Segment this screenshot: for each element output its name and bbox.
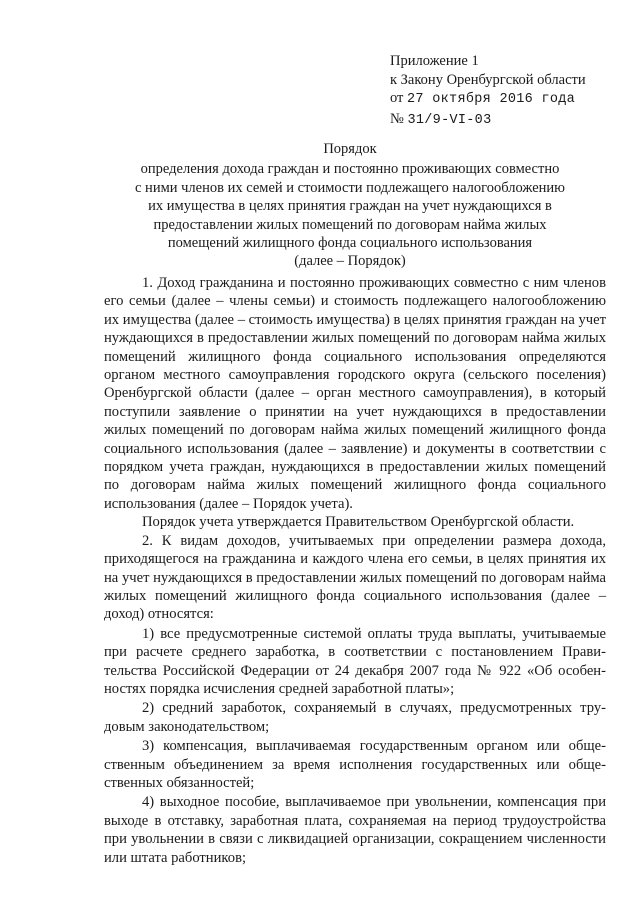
paragraph-1: 1. Доход гражданина и постоянно проживающих совместно с ним членов его семьи (далее – члены семьи) и стоимость подлежащего налогообложению их имущества (далее – стоимость имущества) в целях принятия граждан на учет нуждающихся в предоставлении жилых помещений по договорам найма жилых помещений жилищного фонда социального использования определяются органом местного самоуправления городского округа (сельского поселения) Оренбургской области (далее – орган местного самоуправления), в который поступили заявление о принятии на учет нуждающихся в предоставлении жилых помещений по договорам найма жилых помещений жилищного фонда социального использования (далее – заявление) и документы в соответствии с порядком учета граждан, нуждающихся в предоставлении жилых помещений по договорам найма жилых помещений жилищного фонда социального использования (далее – Порядок учета). bbox=[104, 275, 606, 512]
document-title: Порядок bbox=[323, 141, 377, 157]
law-number: 31/9-VI-03 bbox=[407, 112, 492, 128]
subparagraph-3: 3) компенсация, выплачиваемая государственным органом или общественным объединением за время исполнения государственных или общественных обязанностей; bbox=[104, 738, 606, 791]
subparagraph-2: 2) средний заработок, сохраняемый в случаях, предусмотренных трудовым законодательством; bbox=[104, 700, 606, 735]
appendix-number: Приложение 1 bbox=[390, 53, 479, 69]
subtitle-line: их имущества в целях принятия граждан на учет нуждающихся в bbox=[148, 198, 552, 215]
document-title-block bbox=[95, 140, 605, 271]
appendix-header bbox=[390, 52, 630, 130]
subtitle-line: предоставлении жилых помещений по договорам найма жилых bbox=[153, 216, 547, 233]
subparagraph-1: 1) все предусмотренные системой оплаты труда выплаты, учитываемые при расчете среднего заработка, в соответствии с постановлением Правительства Российской Федерации от 24 декабря 2007 года № 922 «Об особенностях порядка исчисления средней заработной платы»; bbox=[104, 625, 606, 697]
appendix-date: 27 октября 2016 года bbox=[407, 92, 576, 107]
appendix-date-line bbox=[390, 89, 630, 110]
appendix-number-line bbox=[390, 110, 630, 131]
subtitle-line: помещений жилищного фонда социального использования bbox=[167, 235, 533, 252]
paragraph-2: 2. К видам доходов, учитываемых при определении размера дохода, приходящегося на гражданина и каждого члена его семьи, в целях принятия их на учет нуждающихся в предоставлении жилых помещений по договорам найма жилых помещений жилищного фонда социального использования (далее – доход) относятся: bbox=[104, 532, 606, 623]
subtitle-line: с ними членов их семей и стоимости подлежащего налогообложению bbox=[135, 179, 565, 196]
paragraph-order-approval: Порядок учета утверждается Правительством Оренбургской области. bbox=[142, 514, 575, 531]
appendix-law-reference: к Закону Оренбургской области bbox=[390, 71, 586, 88]
subtitle-line: (далее – Порядок) bbox=[294, 253, 406, 270]
subparagraph-4: 4) выходное пособие, выплачиваемое при увольнении, компенсация при выходе в отставку, заработная плата, сохраняемая на период трудоустройства при увольнении в связи с ликвидацией организации, сокращением численности или штата работников; bbox=[104, 794, 606, 866]
subtitle-line: определения дохода граждан и постоянно проживающих совместно bbox=[140, 161, 560, 178]
appendix-number-prefix: № bbox=[390, 110, 408, 127]
appendix-date-prefix: от bbox=[390, 90, 408, 106]
document-body bbox=[104, 274, 606, 867]
